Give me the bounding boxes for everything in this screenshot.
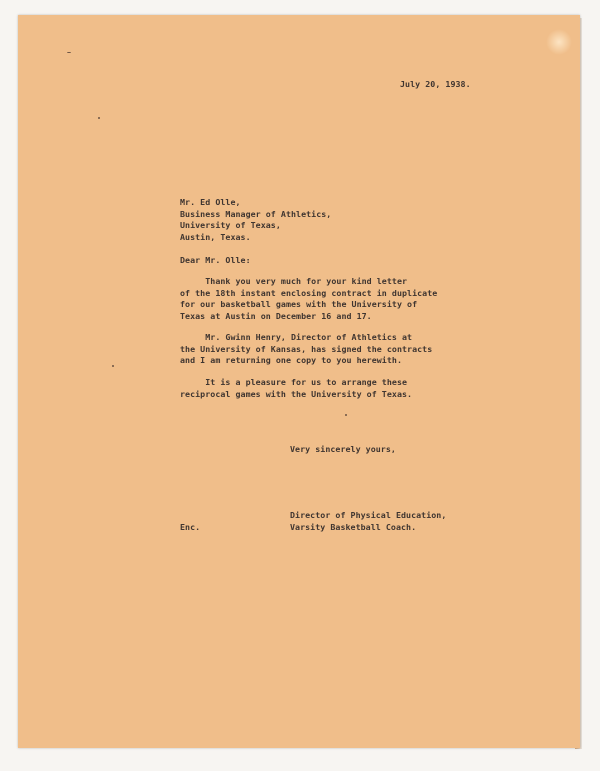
- paper-speck: [112, 365, 114, 367]
- paragraph-line: Mr. Gwinn Henry, Director of Athletics at: [180, 332, 413, 342]
- paper-stain: [546, 29, 572, 55]
- signature-line-1: Director of Physical Education,: [290, 510, 447, 520]
- closing: Very sincerely yours,: [290, 444, 396, 454]
- paragraph-line: for our basketball games with the University of: [180, 299, 418, 309]
- recipient-title: Business Manager of Athletics,: [180, 208, 332, 219]
- recipient-organization: University of Texas,: [180, 220, 281, 230]
- enclosure-notation: Enc.: [180, 521, 201, 532]
- paragraph-line: of the 18th instant enclosing contract in duplicate: [180, 287, 438, 298]
- recipient-name: Mr. Ed Olle,: [180, 197, 241, 207]
- paper-speck: [67, 52, 71, 53]
- paper-speck: [98, 117, 100, 119]
- paragraph-line: It is a pleasure for us to arrange these: [180, 377, 408, 387]
- salutation: Dear Mr. Olle:: [180, 255, 251, 265]
- paragraph-line: Thank you very much for your kind letter: [180, 276, 408, 286]
- paper-speck: [345, 414, 347, 416]
- paragraph-line: Texas at Austin on December 16 and 17.: [180, 310, 372, 321]
- paragraph-line: and I am returning one copy to you herewith.: [180, 355, 402, 365]
- letter-date: July 20, 1938.: [400, 79, 471, 89]
- paragraph-line: the University of Kansas, has signed the contracts: [180, 343, 433, 354]
- signature-line-2: Varsity Basketball Coach.: [290, 521, 417, 532]
- recipient-city: Austin, Texas.: [180, 231, 251, 242]
- paragraph-line: reciprocal games with the University of Texas.: [180, 388, 413, 399]
